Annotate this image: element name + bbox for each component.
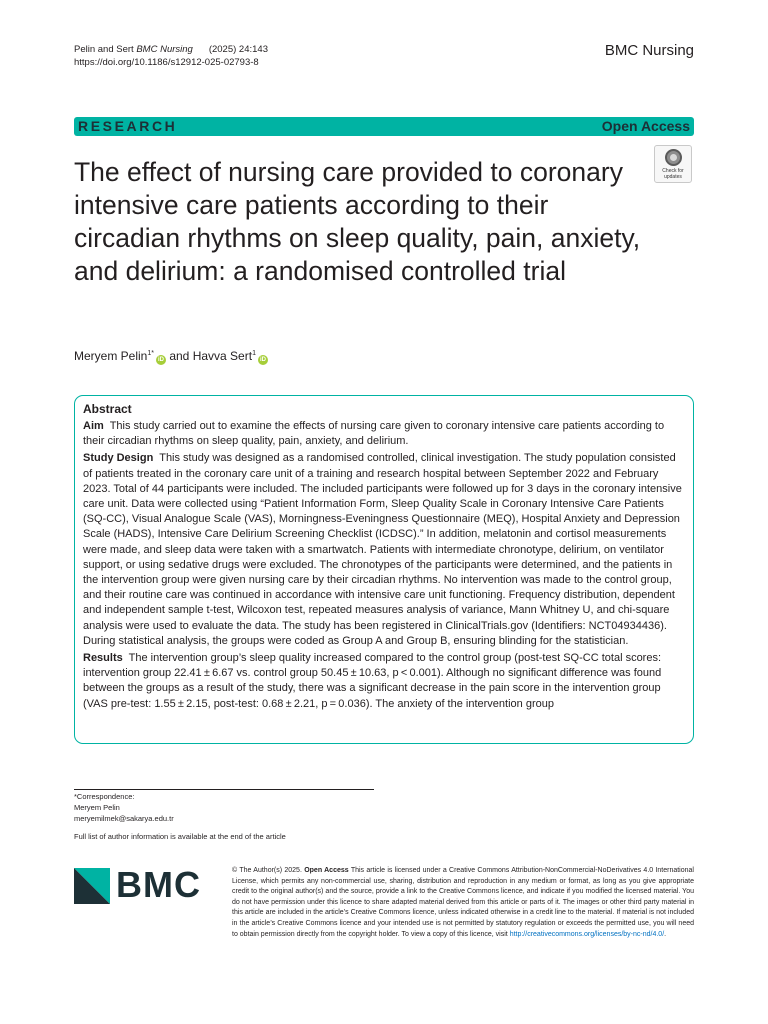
correspondence-label: *Correspondence: (74, 792, 135, 801)
running-header (74, 43, 268, 69)
orcid-icon[interactable]: iD (259, 357, 266, 363)
correspondence-email[interactable]: meryemilmek@sakarya.edu.tr (74, 814, 174, 823)
article-type-label: RESEARCH (78, 118, 178, 134)
abstract-section-text: This study carried out to examine the effects of nursing care given to coronary intensive care patients according to their circadian rhythms on sleep quality, pain, anxiety, and delirium. (83, 420, 665, 448)
article-title: The effect of nursing care provided to coronary intensive care patients according to their circadian rhythms on sleep quality, pain, anxiety, and delirium: a randomised controlled trial (74, 157, 641, 286)
open-access-label: Open Access (601, 118, 690, 134)
license-link[interactable]: http://creativecommons.org/licenses/by-nc-nd/4.0/ (509, 930, 665, 938)
abstract-aim (83, 419, 685, 449)
bmc-logo-mark-icon (74, 868, 110, 904)
abstract-section-label: Study Design (83, 452, 154, 465)
orcid-icon[interactable]: iD (157, 357, 164, 363)
bmc-logo (74, 864, 214, 905)
citation-journal: BMC Nursing (136, 44, 193, 55)
check-for-updates-badge[interactable] (654, 145, 692, 183)
abstract-results (83, 651, 685, 712)
correspondence-name: Meryem Pelin (74, 803, 120, 812)
abstract-box (74, 395, 694, 744)
abstract-section-text: This study was designed as a randomised controlled, clinical investigation. The study population consisted of patients treated in the coronary care unit of a training and research hospital between September 2022 and February 2023. Total of 44 participants were included. The included participants were followed up for 3 days in the coronary intensive care unit. Data were collected using “Patient Information Form, Sleep Quality Scale in Coronary Intensive Care Patients (SQ-CC), Visual Analogue Scale (VAS), Morningness-Eveningness Questionnaire (MEQ), Hospital Anxiety and Depression Scale (HADS), Intensive Care Delirium Screening Checklist (ICDSC).” In addition, melatonin and cortisol measurements were made, and sleep data were taken with a smartwatch. Patients with intermediate chronotype, delirium, on ventilator support, or using sedative drugs were excluded. The chronotypes of the participants were determined, and the patients in the intervention group were given nursing care by their circadian rhythms. No intervention was made to the control group, and their routine care was continued in accordance with intensive care unit functioning. Frequency distribution, dependent and independent sample t-test, Wilcoxon test, repeated measures analysis of variance, Mann Whitney U, and chi-square analysis were used to evaluate the data. The study has been registered in ClinicalTrials.gov (Identifiers: NCT04934436). During statistical analysis, the groups were coded as Group A and Group B, ensuring blinding for the statistician. (83, 452, 682, 647)
author-list (74, 349, 268, 365)
article-type-band (74, 117, 694, 136)
citation-authors: Pelin and Sert (74, 44, 134, 55)
bmc-logo-text: BMC (116, 864, 201, 905)
author-affiliation-sup: 1 (252, 350, 256, 357)
check-updates-icon (665, 149, 682, 166)
abstract-section-text: The intervention group’s sleep quality increased compared to the control group (post-test SQ-CC total scores: intervention group 22.41 ± 6.67 vs. control group 50.45 ± 10.63, p < 0.001). Although no significant difference was found between the groups as a result of the study, there was a significant decrease in the pain score in the intervention group (VAS pre-test: 1.55 ± 2.15, post-test: 0.68 ± 2.21, p = 0.036). The anxiety of the intervention group (83, 652, 662, 710)
author-info-note: Full list of author information is available at the end of the article (74, 832, 286, 841)
author-affiliation-sup: 1* (147, 350, 154, 357)
citation-volume: (2025) 24:143 (208, 44, 268, 55)
abstract-heading: Abstract (83, 402, 132, 416)
abstract-study-design (83, 451, 685, 649)
author-connector: and (169, 349, 190, 363)
footnote-divider (74, 789, 374, 790)
citation-line (74, 43, 268, 56)
author-name[interactable]: Havva Sert (192, 349, 253, 363)
author-name[interactable]: Meryem Pelin (74, 349, 148, 363)
license-text: This article is licensed under a Creative Commons Attribution-NonCommercial-NoDerivatives 4.0 International License, which permits any non-commercial use, sharing, distribution and reproduction in any medium or format, as long as you give appropriate credit to the original author(s) and the source, provide a link to the Creative Commons licence, and indicate if you modified the licensed material. You do not have permission under this licence to share adapted material derived from this article or parts of it. The images or other third party material in this article are included in the article’s Creative Commons licence, unless indicated otherwise in a credit line to the material. If material is not included in the article’s Creative Commons licence and your intended use is not permitted by statutory regulation or exceeds the permitted use, you will need to obtain permission directly from the copyright holder. To view a copy of this licence, visit (232, 867, 694, 938)
doi-link[interactable]: https://doi.org/10.1186/s12912-025-02793-8 (74, 57, 259, 68)
journal-name: BMC Nursing (604, 42, 694, 59)
abstract-section-label: Aim (83, 420, 104, 432)
license-copyright: © The Author(s) 2025. (232, 867, 302, 874)
abstract-section-label: Results (83, 652, 123, 665)
license-statement: © The Author(s) 2025. Open Access This article is licensed under a Creative Commons Attribution-NonCommercial-NoDerivatives 4.0 International License, which permits any non-commercial use, sharing, distribution and reproduction in any medium or format, as long as you give appropriate credit to the original author(s) and the source, provide a link to the Creative Commons licence, and indicate if you modified the licensed material. You do not have permission under this licence to share adapted material derived from this article or parts of it. The images or other third party material in this article are included in the article’s Creative Commons licence, unless indicated otherwise in a credit line to the material. If material is not included in the article’s Creative Commons licence and your intended use is not permitted by statutory regulation or exceeds the permitted use, you will need to obtain permission directly from the copyright holder. To view a copy of this licence, visit http://creativecommons.org/licenses/by-nc-nd/4.0/. (232, 867, 694, 938)
check-updates-text: Check for updates (662, 168, 684, 180)
license-open-access: Open Access (304, 867, 349, 874)
correspondence-footnote (74, 791, 174, 824)
